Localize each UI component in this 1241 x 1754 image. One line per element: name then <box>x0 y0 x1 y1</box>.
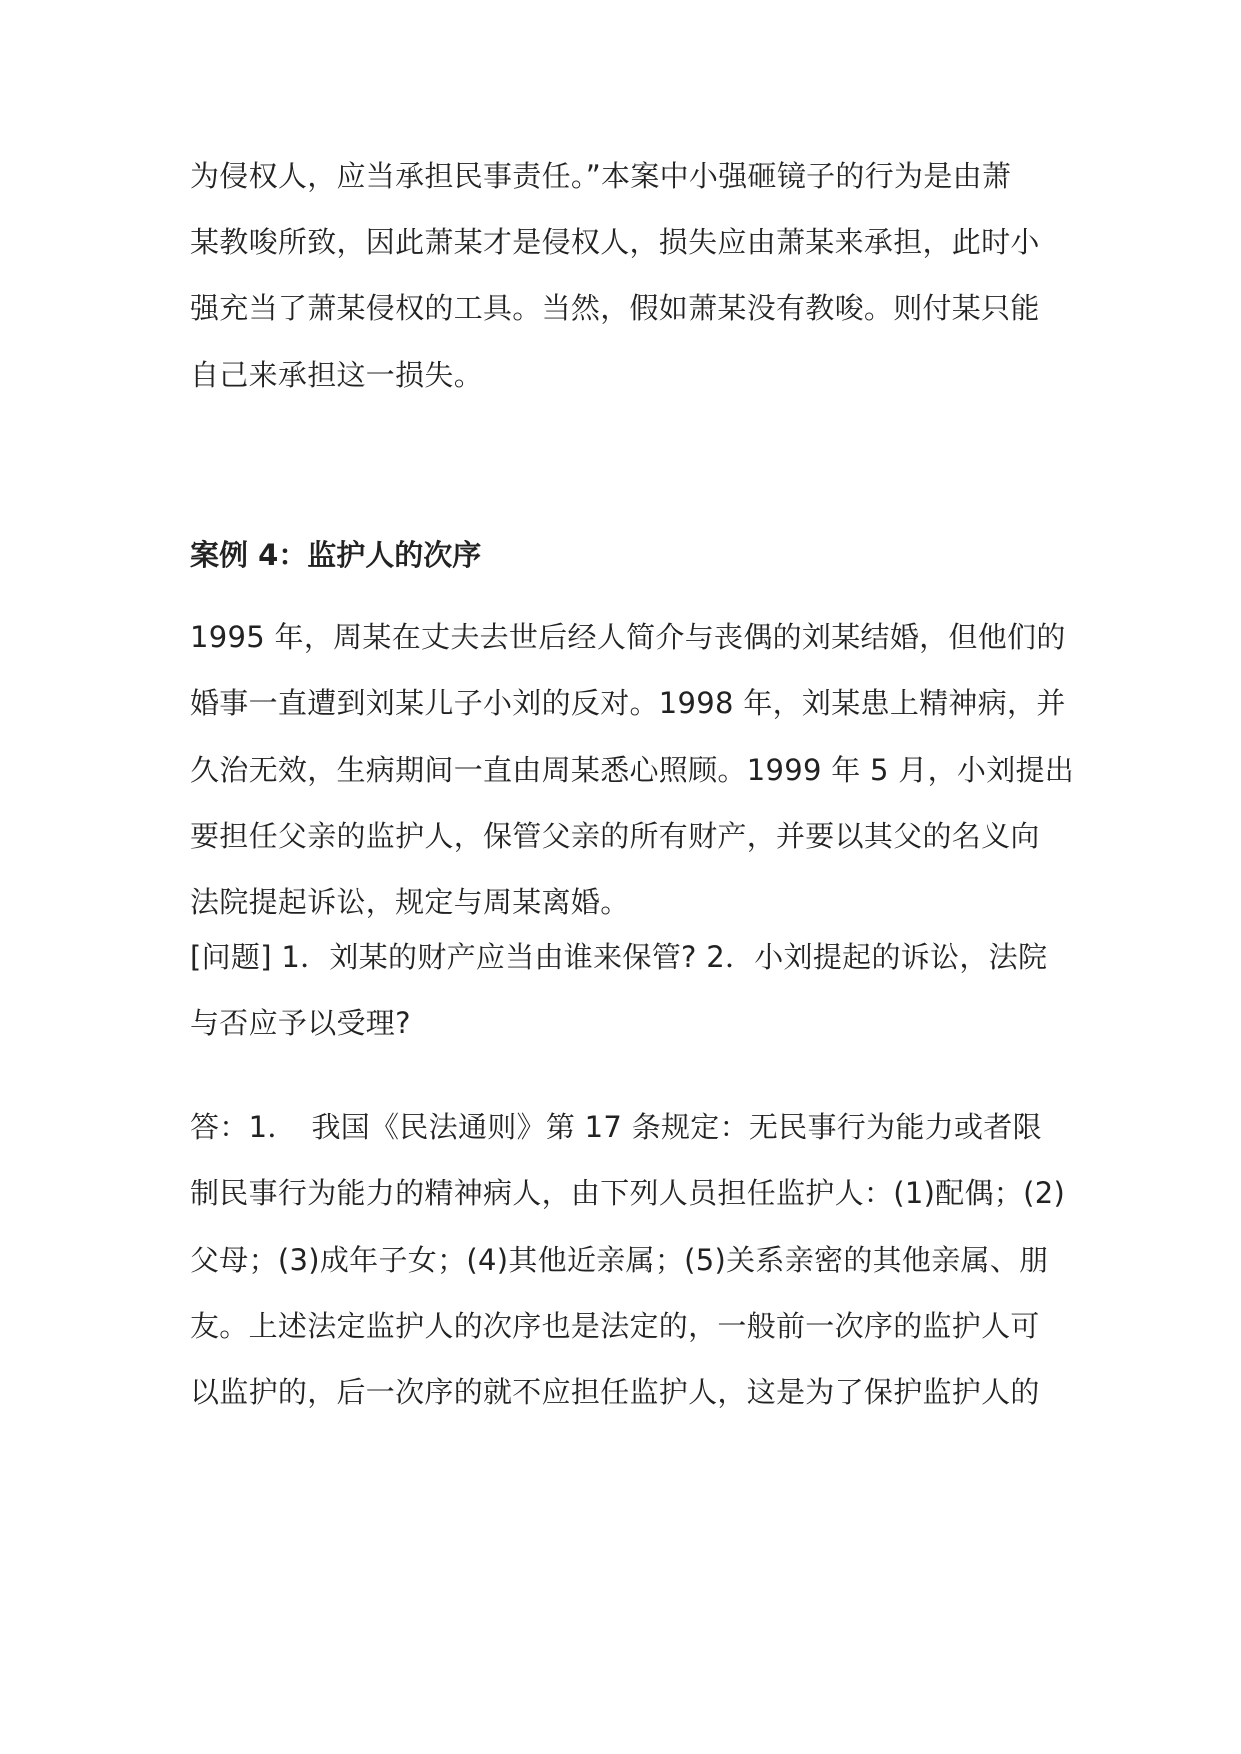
case4-question-line-1: [问题] 1．刘某的财产应当由谁来保管? 2．小刘提起的诉讼，法院 <box>190 940 1048 974</box>
paragraph1-line-3: 强充当了萧某侵权的工具。当然，假如萧某没有教唆。则付某只能 <box>190 291 1040 325</box>
case4-facts-line-2: 婚事一直遭到刘某儿子小刘的反对。1998 年，刘某患上精神病，并 <box>190 686 1066 720</box>
paragraph1-line-4: 自己来承担这一损失。 <box>190 358 484 392</box>
paragraph1-line-1: 为侵权人，应当承担民事责任。”本案中小强砸镜子的行为是由萧 <box>190 159 1012 193</box>
paragraph1-line-2: 某教唆所致，因此萧某才是侵权人，损失应由萧某来承担，此时小 <box>190 225 1040 259</box>
case4-facts-line-3: 久治无效，生病期间一直由周某悉心照顾。1999 年 5 月，小刘提出 <box>190 753 1075 787</box>
case4-answer-line-5: 以监护的，后一次序的就不应担任监护人，这是为了保护监护人的 <box>190 1375 1040 1409</box>
case4-question-line-2: 与否应予以受理? <box>190 1006 411 1040</box>
case4-answer-line-4: 友。上述法定监护人的次序也是法定的，一般前一次序的监护人可 <box>190 1309 1040 1343</box>
case4-facts-line-1: 1995 年，周某在丈夫去世后经人简介与丧偶的刘某结婚，但他们的 <box>190 620 1066 654</box>
case4-title: 案例 4：监护人的次序 <box>190 538 482 572</box>
case4-answer-line-2: 制民事行为能力的精神病人，由下列人员担任监护人：(1)配偶；(2) <box>190 1176 1066 1210</box>
case4-facts-line-4: 要担任父亲的监护人，保管父亲的所有财产，并要以其父的名义向 <box>190 819 1040 853</box>
case4-facts-line-5: 法院提起诉讼，规定与周某离婚。 <box>190 885 630 919</box>
case4-answer-line-3: 父母；(3)成年子女；(4)其他近亲属；(5)关系亲密的其他亲属、朋 <box>190 1243 1049 1277</box>
case4-answer-line-1: 答：1． 我国《民法通则》第 17 条规定：无民事行为能力或者限 <box>190 1110 1042 1144</box>
